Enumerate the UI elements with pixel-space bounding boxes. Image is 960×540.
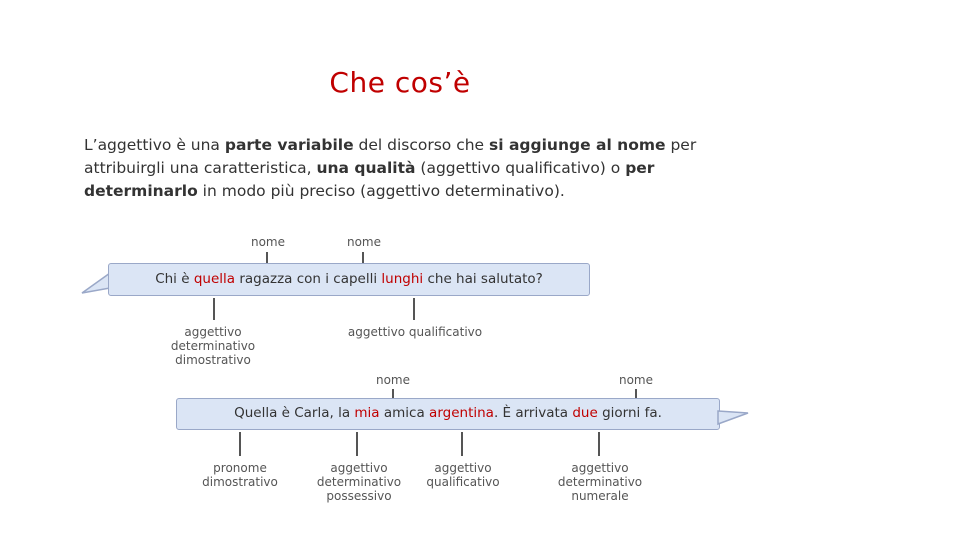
- text: amica: [379, 405, 430, 421]
- text: L’aggettivo è una: [84, 136, 225, 154]
- emphasis: una qualità: [316, 159, 416, 177]
- definition-paragraph: [84, 134, 724, 203]
- label-aggettivo-qualificativo-2: aggettivo qualificativo: [426, 461, 500, 489]
- label-pronome-dimostrativo: pronome dimostrativo: [202, 461, 278, 489]
- text: per attribuirgli una caratteristica,: [84, 136, 697, 177]
- text: giorni fa.: [597, 405, 662, 421]
- text: . È arrivata: [493, 405, 573, 421]
- tick: [413, 298, 415, 320]
- example-sentence-2: [176, 398, 720, 430]
- emphasis: per determinarlo: [84, 159, 655, 200]
- highlight-word: lunghi: [381, 271, 424, 287]
- text: Quella è Carla, la: [234, 405, 355, 421]
- label-aggettivo-determinativo-possessivo: aggettivo determinativo possessivo: [316, 461, 402, 503]
- tick: [213, 298, 215, 320]
- highlight-word: mia: [354, 405, 380, 421]
- tick: [598, 432, 600, 456]
- label-nome-1: nome: [250, 235, 286, 249]
- tick: [356, 432, 358, 456]
- label-nome-2: nome: [346, 235, 382, 249]
- emphasis: si aggiunge al nome: [489, 136, 666, 154]
- text: ragazza con i capelli: [235, 271, 382, 287]
- highlight-word: due: [572, 405, 598, 421]
- label-aggettivo-determinativo-numerale: aggettivo determinativo numerale: [557, 461, 643, 503]
- page-title: Che cos’è: [329, 66, 471, 99]
- tick: [239, 432, 241, 456]
- text: in modo più preciso (aggettivo determinativo).: [197, 182, 565, 200]
- text: (aggettivo qualificativo) o: [415, 159, 626, 177]
- text: che hai salutato?: [423, 271, 543, 287]
- example-sentence-1: [108, 263, 590, 296]
- highlight-word: quella: [193, 271, 236, 287]
- tick: [461, 432, 463, 456]
- emphasis: parte variabile: [224, 136, 354, 154]
- text: Chi è: [155, 271, 194, 287]
- speech-tail: [716, 408, 750, 428]
- label-aggettivo-determinativo-dimostrativo: aggettivo determinativo dimostrativo: [170, 325, 256, 367]
- label-aggettivo-qualificativo: aggettivo qualificativo: [347, 325, 483, 339]
- label-nome-3: nome: [375, 373, 411, 387]
- label-nome-4: nome: [618, 373, 654, 387]
- highlight-word: argentina: [429, 405, 494, 421]
- text: del discorso che: [353, 136, 490, 154]
